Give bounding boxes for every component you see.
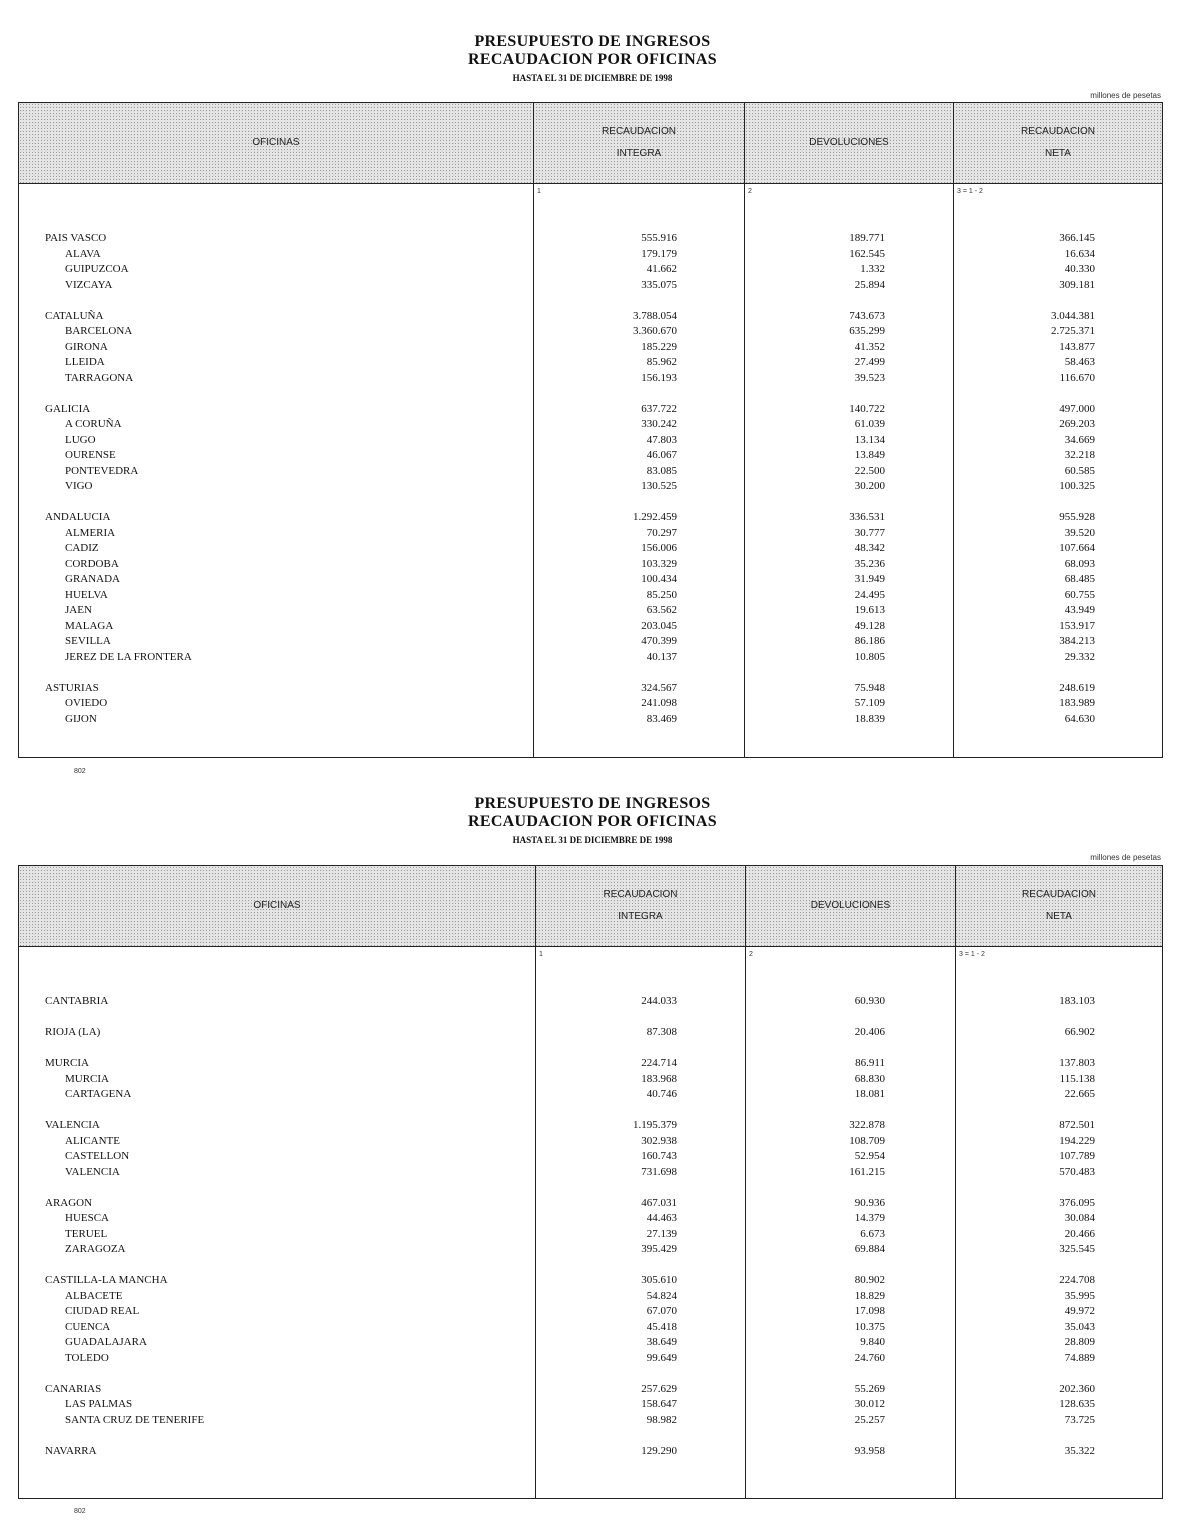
recaudacion-neta-value: 40.330 xyxy=(1064,263,1095,275)
recaudacion-neta-value: 497.000 xyxy=(1059,402,1095,415)
office-row xyxy=(19,247,1162,262)
office-name: TARRAGONA xyxy=(65,371,134,384)
devoluciones-value: 18.839 xyxy=(854,712,885,725)
revenue-table xyxy=(18,102,1163,758)
recaudacion-neta-value: 115.138 xyxy=(1059,1072,1095,1085)
office-name: JAEN xyxy=(65,604,92,616)
header-recaudacion-integra xyxy=(534,103,744,183)
recaudacion-neta-value: 43.949 xyxy=(1064,604,1095,616)
devoluciones-value: 30.777 xyxy=(854,526,885,539)
recaudacion-neta-value: 49.972 xyxy=(1064,1305,1095,1317)
recaudacion-neta-value: 224.708 xyxy=(1059,1274,1095,1286)
recaudacion-neta-value: 202.360 xyxy=(1059,1382,1095,1395)
office-row xyxy=(19,1304,1162,1319)
devoluciones-value: 19.613 xyxy=(854,604,885,616)
region-row xyxy=(19,1382,1162,1397)
recaudacion-integra-value: 244.033 xyxy=(641,995,677,1007)
recaudacion-neta-value: 73.725 xyxy=(1064,1413,1095,1426)
recaudacion-neta-value: 32.218 xyxy=(1064,449,1095,461)
office-name: LLEIDA xyxy=(65,356,105,368)
office-row xyxy=(19,1087,1162,1102)
office-name: MALAGA xyxy=(65,619,114,632)
column-number-1: 1 xyxy=(539,951,543,958)
devoluciones-value: 24.760 xyxy=(854,1351,885,1364)
office-name: CANTABRIA xyxy=(45,995,109,1007)
recaudacion-integra-value: 1.292.459 xyxy=(633,511,677,523)
devoluciones-value: 69.884 xyxy=(854,1243,885,1255)
office-row xyxy=(19,371,1162,386)
office-row xyxy=(19,1211,1162,1226)
recaudacion-neta-value: 107.664 xyxy=(1059,542,1095,554)
office-name: CIUDAD REAL xyxy=(65,1305,140,1317)
recaudacion-neta-value: 570.483 xyxy=(1059,1165,1095,1178)
devoluciones-value: 20.406 xyxy=(854,1026,885,1038)
recaudacion-integra-value: 63.562 xyxy=(646,604,677,616)
recaudacion-integra-value: 3.788.054 xyxy=(633,309,677,322)
office-row xyxy=(19,650,1162,665)
recaudacion-integra-value: 98.982 xyxy=(646,1413,677,1426)
office-name: CARTAGENA xyxy=(65,1088,132,1100)
office-name: NAVARRA xyxy=(45,1444,97,1457)
office-name: ZARAGOZA xyxy=(65,1243,126,1255)
devoluciones-value: 18.081 xyxy=(854,1088,885,1100)
recaudacion-integra-value: 183.968 xyxy=(641,1072,677,1085)
recaudacion-integra-value: 395.429 xyxy=(641,1243,677,1255)
recaudacion-integra-value: 85.250 xyxy=(646,588,677,601)
office-name: MURCIA xyxy=(65,1072,110,1085)
region-row xyxy=(19,1056,1162,1071)
office-name: VIZCAYA xyxy=(65,278,113,291)
office-row xyxy=(19,712,1162,727)
devoluciones-value: 75.948 xyxy=(854,681,885,694)
report-page-2 xyxy=(0,762,1185,1525)
header-integra-line2: INTEGRA xyxy=(618,911,663,922)
page-number: 802 xyxy=(74,1508,86,1515)
recaudacion-neta-value: 143.877 xyxy=(1059,340,1095,353)
recaudacion-integra-value: 67.070 xyxy=(646,1305,677,1317)
devoluciones-value: 61.039 xyxy=(854,418,885,430)
region-row xyxy=(19,1273,1162,1288)
recaudacion-integra-value: 41.662 xyxy=(646,263,677,275)
recaudacion-neta-value: 16.634 xyxy=(1064,247,1095,260)
recaudacion-neta-value: 74.889 xyxy=(1064,1351,1095,1364)
office-row xyxy=(19,448,1162,463)
column-number-1: 1 xyxy=(537,188,541,195)
devoluciones-value: 13.849 xyxy=(854,449,885,461)
recaudacion-neta-value: 872.501 xyxy=(1059,1119,1095,1131)
recaudacion-neta-value: 66.902 xyxy=(1064,1026,1095,1038)
office-name: OVIEDO xyxy=(65,697,108,709)
office-name: ALAVA xyxy=(65,247,101,260)
devoluciones-value: 30.200 xyxy=(854,480,885,492)
office-row xyxy=(19,572,1162,587)
recaudacion-neta-value: 325.545 xyxy=(1059,1243,1095,1255)
units-note: millones de pesetas xyxy=(1090,853,1161,862)
devoluciones-value: 93.958 xyxy=(854,1444,885,1457)
header-devoluciones-label: DEVOLUCIONES xyxy=(809,137,889,148)
recaudacion-integra-value: 224.714 xyxy=(641,1057,677,1069)
header-recaudacion-integra xyxy=(536,866,745,946)
office-name: HUELVA xyxy=(65,588,108,601)
units-note: millones de pesetas xyxy=(1090,91,1161,100)
office-row xyxy=(19,619,1162,634)
devoluciones-value: 18.829 xyxy=(854,1289,885,1302)
header-devoluciones xyxy=(745,103,953,183)
recaudacion-integra-value: 40.746 xyxy=(646,1088,677,1100)
office-name: CADIZ xyxy=(65,542,99,554)
office-row xyxy=(19,1165,1162,1180)
recaudacion-neta-value: 128.635 xyxy=(1059,1398,1095,1410)
office-name: GIRONA xyxy=(65,340,108,353)
office-row xyxy=(19,541,1162,556)
recaudacion-integra-value: 241.098 xyxy=(641,697,677,709)
recaudacion-neta-value: 955.928 xyxy=(1059,511,1095,523)
office-row xyxy=(19,278,1162,293)
recaudacion-neta-value: 3.044.381 xyxy=(1051,309,1095,322)
report-date: HASTA EL 31 DE DICIEMBRE DE 1998 xyxy=(512,835,673,845)
devoluciones-value: 10.805 xyxy=(854,650,885,663)
recaudacion-integra-value: 257.629 xyxy=(641,1382,677,1395)
recaudacion-neta-value: 366.145 xyxy=(1059,232,1095,244)
office-row xyxy=(19,588,1162,603)
recaudacion-neta-value: 376.095 xyxy=(1059,1196,1095,1209)
recaudacion-neta-value: 29.332 xyxy=(1064,650,1095,663)
office-name: OURENSE xyxy=(65,449,116,461)
region-row xyxy=(19,1118,1162,1133)
recaudacion-neta-value: 58.463 xyxy=(1064,356,1095,368)
header-neta-line1: RECAUDACION xyxy=(1022,889,1096,900)
devoluciones-value: 336.531 xyxy=(849,511,885,523)
devoluciones-value: 24.495 xyxy=(854,588,885,601)
recaudacion-neta-value: 60.585 xyxy=(1064,464,1095,477)
devoluciones-value: 25.257 xyxy=(854,1413,885,1426)
office-row xyxy=(19,340,1162,355)
office-name: ALMERIA xyxy=(65,526,116,539)
recaudacion-neta-value: 309.181 xyxy=(1059,278,1095,291)
recaudacion-integra-value: 156.006 xyxy=(641,542,677,554)
column-number-3: 3 = 1 - 2 xyxy=(957,188,983,195)
office-name: TERUEL xyxy=(65,1227,108,1240)
devoluciones-value: 57.109 xyxy=(854,697,885,709)
office-name: GRANADA xyxy=(65,573,120,585)
office-name: LUGO xyxy=(65,433,96,446)
devoluciones-value: 9.840 xyxy=(860,1336,885,1348)
office-name: RIOJA (LA) xyxy=(45,1026,101,1038)
office-row xyxy=(19,479,1162,494)
office-name: SANTA CRUZ DE TENERIFE xyxy=(65,1413,205,1426)
recaudacion-integra-value: 470.399 xyxy=(641,635,677,647)
recaudacion-integra-value: 85.962 xyxy=(646,356,677,368)
recaudacion-neta-value: 2.725.371 xyxy=(1051,325,1095,337)
recaudacion-neta-value: 34.669 xyxy=(1064,433,1095,446)
region-row xyxy=(19,231,1162,246)
devoluciones-value: 48.342 xyxy=(854,542,885,554)
recaudacion-integra-value: 45.418 xyxy=(646,1320,677,1333)
office-row xyxy=(19,355,1162,370)
header-integra-line2: INTEGRA xyxy=(616,148,662,159)
devoluciones-value: 55.269 xyxy=(854,1382,885,1395)
recaudacion-neta-value: 107.789 xyxy=(1059,1150,1095,1162)
region-row xyxy=(19,1444,1162,1459)
office-row xyxy=(19,1227,1162,1242)
header-integra-line1: RECAUDACION xyxy=(603,889,678,900)
office-row xyxy=(19,1289,1162,1304)
recaudacion-neta-value: 28.809 xyxy=(1064,1336,1095,1348)
recaudacion-integra-value: 83.469 xyxy=(646,712,677,725)
report-title: PRESUPUESTO DE INGRESOS xyxy=(474,795,711,812)
office-row xyxy=(19,557,1162,572)
office-name: ALBACETE xyxy=(65,1289,123,1302)
office-name: SEVILLA xyxy=(65,635,111,647)
recaudacion-integra-value: 70.297 xyxy=(646,526,677,539)
devoluciones-value: 86.911 xyxy=(855,1057,885,1069)
recaudacion-integra-value: 99.649 xyxy=(646,1351,677,1364)
header-devoluciones-label: DEVOLUCIONES xyxy=(810,900,891,911)
devoluciones-value: 30.012 xyxy=(854,1398,885,1410)
office-row xyxy=(19,464,1162,479)
recaudacion-neta-value: 60.755 xyxy=(1064,588,1095,601)
office-row xyxy=(19,1242,1162,1257)
recaudacion-integra-value: 302.938 xyxy=(641,1134,677,1147)
recaudacion-integra-value: 156.193 xyxy=(641,371,677,384)
header-recaudacion-neta xyxy=(956,866,1162,946)
devoluciones-value: 322.878 xyxy=(849,1119,885,1131)
column-number-2: 2 xyxy=(748,188,752,195)
devoluciones-value: 41.352 xyxy=(854,340,885,353)
office-name: MURCIA xyxy=(45,1057,90,1069)
region-row xyxy=(19,681,1162,696)
recaudacion-integra-value: 335.075 xyxy=(641,278,677,291)
recaudacion-neta-value: 183.989 xyxy=(1059,697,1095,709)
devoluciones-value: 635.299 xyxy=(849,325,885,337)
office-name: GUADALAJARA xyxy=(65,1336,147,1348)
region-row xyxy=(19,1196,1162,1211)
office-name: PAIS VASCO xyxy=(45,232,107,244)
recaudacion-integra-value: 637.722 xyxy=(641,402,677,415)
recaudacion-neta-value: 64.630 xyxy=(1064,712,1095,725)
recaudacion-neta-value: 137.803 xyxy=(1059,1057,1095,1069)
recaudacion-integra-value: 324.567 xyxy=(641,681,677,694)
recaudacion-neta-value: 39.520 xyxy=(1064,526,1095,539)
region-row xyxy=(19,1025,1162,1040)
devoluciones-value: 13.134 xyxy=(854,433,885,446)
office-name: HUESCA xyxy=(65,1212,110,1224)
office-row xyxy=(19,1397,1162,1412)
office-name: CATALUÑA xyxy=(45,309,104,322)
office-name: VALENCIA xyxy=(45,1119,100,1131)
recaudacion-integra-value: 179.179 xyxy=(641,247,677,260)
recaudacion-integra-value: 87.308 xyxy=(646,1026,677,1038)
recaudacion-integra-value: 46.067 xyxy=(646,449,677,461)
office-row xyxy=(19,1320,1162,1335)
office-row xyxy=(19,603,1162,618)
header-oficinas xyxy=(19,866,535,946)
devoluciones-value: 25.894 xyxy=(854,278,885,291)
header-integra-line1: RECAUDACION xyxy=(602,126,676,137)
office-row xyxy=(19,324,1162,339)
office-name: GUIPUZCOA xyxy=(65,263,129,275)
office-row xyxy=(19,1134,1162,1149)
office-row xyxy=(19,526,1162,541)
column-number-2: 2 xyxy=(749,951,753,958)
office-name: CASTELLON xyxy=(65,1150,130,1162)
office-row xyxy=(19,1351,1162,1366)
report-subtitle: RECAUDACION POR OFICINAS xyxy=(468,813,717,830)
recaudacion-integra-value: 27.139 xyxy=(646,1227,677,1240)
office-name: LAS PALMAS xyxy=(65,1398,133,1410)
devoluciones-value: 17.098 xyxy=(854,1305,885,1317)
recaudacion-integra-value: 305.610 xyxy=(641,1274,677,1286)
region-row xyxy=(19,309,1162,324)
region-row xyxy=(19,994,1162,1009)
recaudacion-neta-value: 35.995 xyxy=(1064,1289,1095,1302)
page-number: 802 xyxy=(74,768,86,775)
office-name: PONTEVEDRA xyxy=(65,464,139,477)
recaudacion-integra-value: 129.290 xyxy=(641,1444,677,1457)
recaudacion-integra-value: 203.045 xyxy=(641,619,677,632)
devoluciones-value: 6.673 xyxy=(860,1227,885,1240)
devoluciones-value: 189.771 xyxy=(849,232,885,244)
office-name: ASTURIAS xyxy=(45,681,99,694)
recaudacion-integra-value: 158.647 xyxy=(641,1398,677,1410)
devoluciones-value: 68.830 xyxy=(854,1072,885,1085)
recaudacion-neta-value: 194.229 xyxy=(1059,1134,1095,1147)
devoluciones-value: 35.236 xyxy=(854,557,885,570)
devoluciones-value: 743.673 xyxy=(849,309,885,322)
recaudacion-integra-value: 731.698 xyxy=(641,1165,677,1178)
office-name: JEREZ DE LA FRONTERA xyxy=(65,650,192,663)
office-name: ANDALUCIA xyxy=(45,511,111,523)
devoluciones-value: 10.375 xyxy=(854,1320,885,1333)
region-row xyxy=(19,402,1162,417)
recaudacion-integra-value: 467.031 xyxy=(641,1196,677,1209)
devoluciones-value: 49.128 xyxy=(854,619,885,632)
header-neta-line2: NETA xyxy=(1046,911,1072,922)
office-row xyxy=(19,1335,1162,1350)
devoluciones-value: 52.954 xyxy=(854,1150,885,1162)
report-title: PRESUPUESTO DE INGRESOS xyxy=(474,33,711,50)
region-row xyxy=(19,510,1162,525)
office-name: ARAGON xyxy=(45,1196,93,1209)
office-name: CASTILLA-LA MANCHA xyxy=(45,1274,168,1286)
office-name: A CORUÑA xyxy=(65,418,122,430)
devoluciones-value: 108.709 xyxy=(849,1134,885,1147)
recaudacion-neta-value: 68.485 xyxy=(1064,573,1095,585)
office-name: CANARIAS xyxy=(45,1382,102,1395)
report-subtitle: RECAUDACION POR OFICINAS xyxy=(468,51,717,68)
office-name: CUENCA xyxy=(65,1320,111,1333)
recaudacion-integra-value: 555.916 xyxy=(641,232,677,244)
recaudacion-integra-value: 40.137 xyxy=(646,650,677,663)
recaudacion-integra-value: 47.803 xyxy=(646,433,677,446)
devoluciones-value: 140.722 xyxy=(849,402,885,415)
office-row xyxy=(19,1413,1162,1428)
devoluciones-value: 39.523 xyxy=(854,371,885,384)
recaudacion-integra-value: 3.360.670 xyxy=(633,325,677,337)
office-name: BARCELONA xyxy=(65,325,133,337)
recaudacion-neta-value: 35.043 xyxy=(1064,1320,1095,1333)
header-neta-line2: NETA xyxy=(1045,148,1071,159)
office-row xyxy=(19,696,1162,711)
header-devoluciones xyxy=(746,866,955,946)
office-name: GALICIA xyxy=(45,402,91,415)
recaudacion-integra-value: 54.824 xyxy=(646,1289,677,1302)
devoluciones-value: 31.949 xyxy=(854,573,885,585)
devoluciones-value: 60.930 xyxy=(854,995,885,1007)
header-recaudacion-neta xyxy=(954,103,1162,183)
recaudacion-neta-value: 35.322 xyxy=(1064,1444,1095,1457)
recaudacion-neta-value: 30.084 xyxy=(1064,1212,1095,1224)
recaudacion-neta-value: 22.665 xyxy=(1064,1088,1095,1100)
devoluciones-value: 90.936 xyxy=(854,1196,885,1209)
office-row xyxy=(19,417,1162,432)
recaudacion-integra-value: 185.229 xyxy=(641,340,677,353)
recaudacion-integra-value: 44.463 xyxy=(646,1212,677,1224)
header-oficinas xyxy=(19,103,533,183)
recaudacion-neta-value: 153.917 xyxy=(1059,619,1095,632)
header-oficinas-label: OFICINAS xyxy=(253,900,301,911)
recaudacion-integra-value: 103.329 xyxy=(641,557,677,570)
office-name: VIGO xyxy=(65,480,93,492)
recaudacion-neta-value: 248.619 xyxy=(1059,681,1095,694)
recaudacion-neta-value: 68.093 xyxy=(1064,557,1095,570)
office-row xyxy=(19,1149,1162,1164)
devoluciones-value: 27.499 xyxy=(854,356,885,368)
devoluciones-value: 162.545 xyxy=(849,247,885,260)
devoluciones-value: 86.186 xyxy=(854,635,885,647)
recaudacion-neta-value: 20.466 xyxy=(1064,1227,1095,1240)
header-oficinas-label: OFICINAS xyxy=(252,137,300,148)
recaudacion-integra-value: 130.525 xyxy=(641,480,677,492)
devoluciones-value: 14.379 xyxy=(854,1212,885,1224)
office-row xyxy=(19,1072,1162,1087)
office-name: ALICANTE xyxy=(65,1134,120,1147)
office-row xyxy=(19,634,1162,649)
office-name: GIJON xyxy=(65,712,97,725)
recaudacion-integra-value: 83.085 xyxy=(646,464,677,477)
recaudacion-integra-value: 100.434 xyxy=(641,573,677,585)
devoluciones-value: 22.500 xyxy=(854,464,885,477)
column-number-3: 3 = 1 - 2 xyxy=(959,951,985,958)
revenue-table xyxy=(18,865,1163,1499)
office-name: TOLEDO xyxy=(65,1351,109,1364)
office-name: CORDOBA xyxy=(65,557,119,570)
recaudacion-neta-value: 269.203 xyxy=(1059,418,1095,430)
report-date: HASTA EL 31 DE DICIEMBRE DE 1998 xyxy=(512,73,673,83)
header-neta-line1: RECAUDACION xyxy=(1021,126,1095,137)
recaudacion-integra-value: 330.242 xyxy=(641,418,677,430)
recaudacion-neta-value: 384.213 xyxy=(1059,635,1095,647)
office-row xyxy=(19,433,1162,448)
devoluciones-value: 80.902 xyxy=(854,1274,885,1286)
recaudacion-neta-value: 183.103 xyxy=(1059,995,1095,1007)
recaudacion-neta-value: 116.670 xyxy=(1059,371,1095,384)
recaudacion-integra-value: 38.649 xyxy=(646,1336,677,1348)
recaudacion-integra-value: 160.743 xyxy=(641,1150,677,1162)
office-row xyxy=(19,262,1162,277)
recaudacion-integra-value: 1.195.379 xyxy=(633,1119,677,1131)
office-name: VALENCIA xyxy=(65,1165,120,1178)
recaudacion-neta-value: 100.325 xyxy=(1059,480,1095,492)
devoluciones-value: 161.215 xyxy=(849,1165,885,1178)
devoluciones-value: 1.332 xyxy=(860,263,885,275)
